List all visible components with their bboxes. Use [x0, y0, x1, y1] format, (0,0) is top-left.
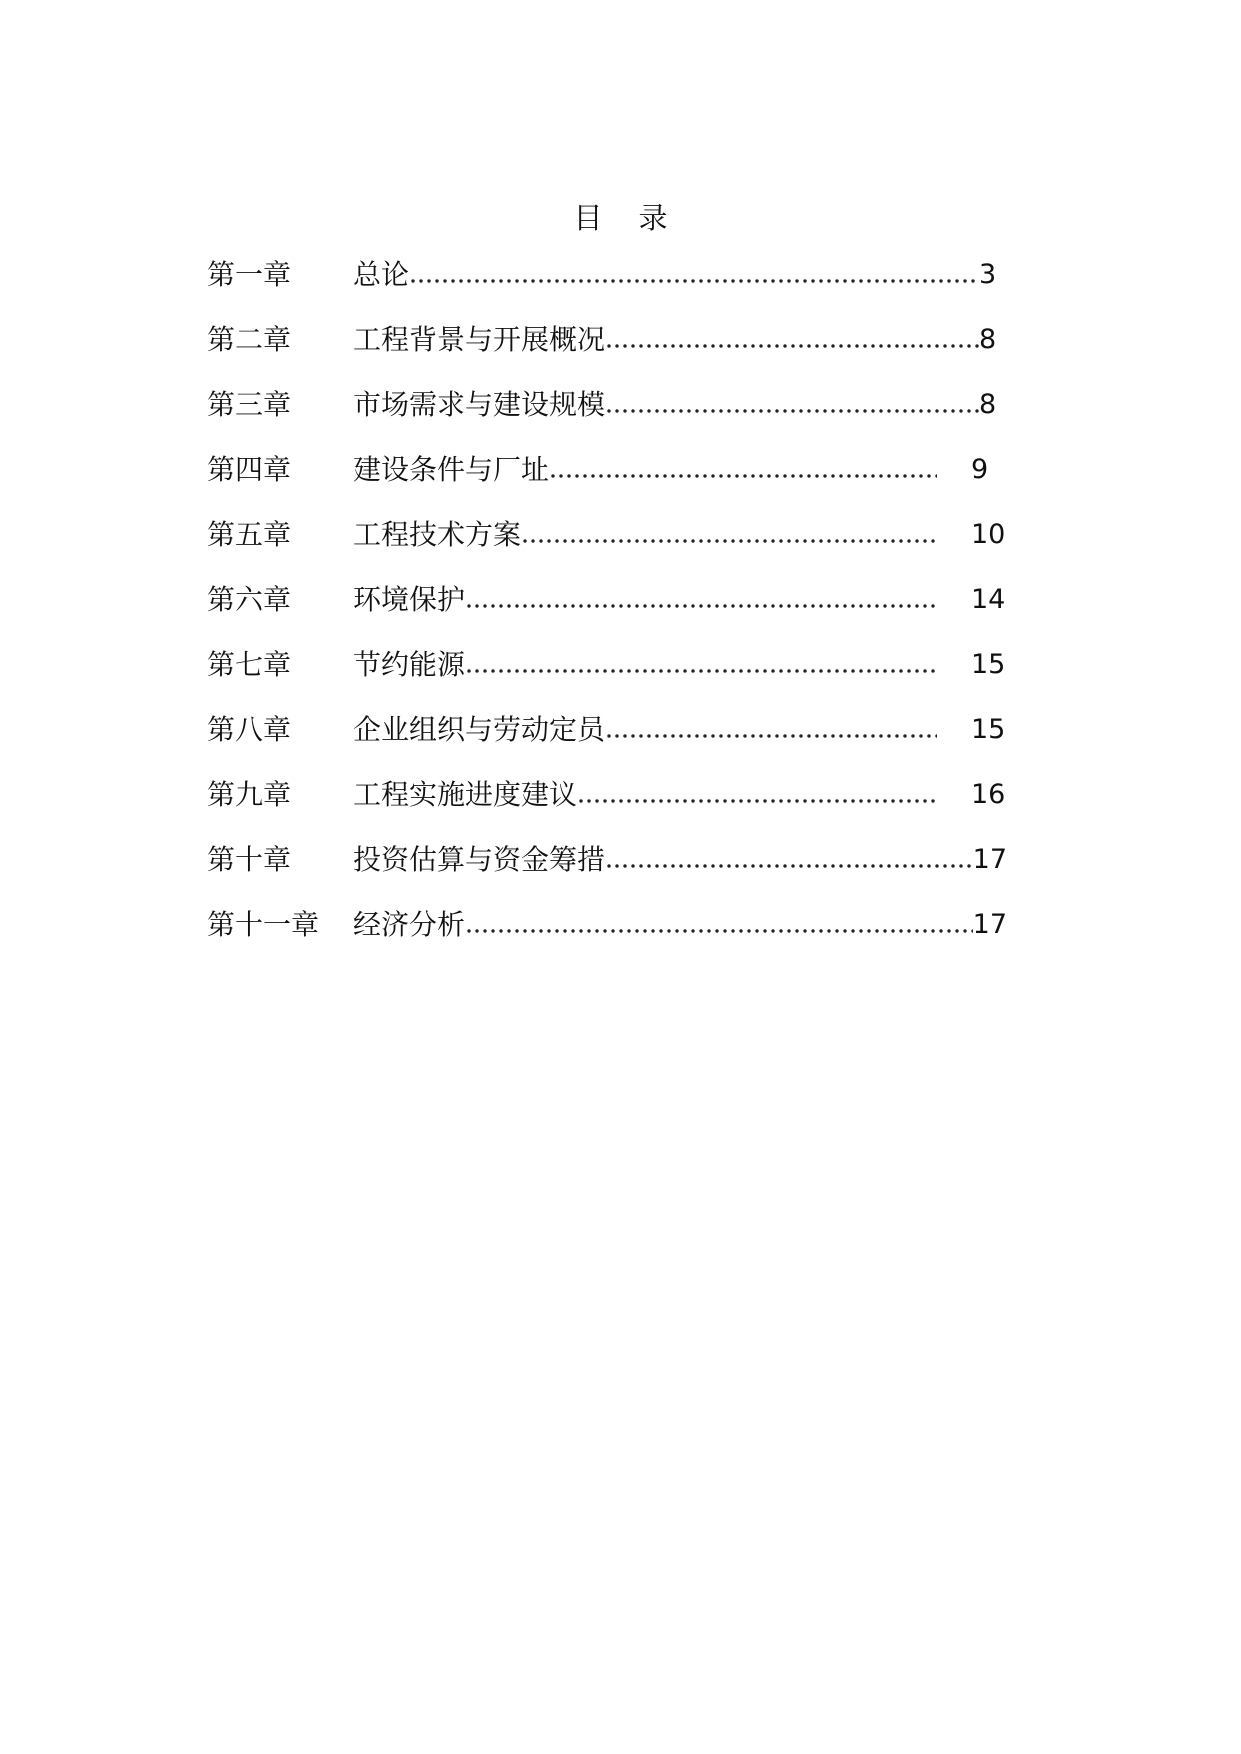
chapter-title: 建设条件与厂址 — [353, 453, 550, 486]
chapter-title: 工程背景与开展概况 — [353, 323, 606, 356]
dot-leader — [549, 473, 937, 479]
chapter-title: 市场需求与建设规模 — [353, 388, 606, 421]
page-number: 10 — [971, 519, 1006, 550]
dot-leader — [605, 863, 973, 869]
chapter-title: 工程技术方案 — [353, 518, 522, 551]
chapter-number: 第四章 — [207, 453, 292, 486]
chapter-number: 第七章 — [207, 648, 292, 681]
toc-heading-part1: 目 — [573, 201, 603, 235]
toc-heading — [0, 196, 1241, 237]
toc-entry[interactable] — [207, 388, 1007, 453]
page-number: 17 — [972, 909, 1007, 940]
chapter-number: 第十一章 — [207, 908, 320, 941]
toc-entry[interactable] — [207, 778, 1007, 843]
page-number: 3 — [979, 259, 997, 290]
chapter-number: 第三章 — [207, 388, 292, 421]
toc-entry[interactable] — [207, 258, 1007, 323]
toc-entry[interactable] — [207, 713, 1007, 778]
chapter-number: 第五章 — [207, 518, 292, 551]
toc-entry[interactable] — [207, 323, 1007, 388]
dot-leader — [521, 538, 937, 544]
toc-entry[interactable] — [207, 518, 1007, 583]
dot-leader — [577, 798, 937, 804]
toc-list — [207, 258, 1007, 973]
page-number: 8 — [979, 324, 997, 355]
toc-entry[interactable] — [207, 453, 1007, 518]
chapter-title: 投资估算与资金筹措 — [353, 843, 606, 876]
chapter-title: 节约能源 — [353, 648, 466, 681]
page-number: 15 — [971, 649, 1006, 680]
dot-leader — [465, 928, 973, 934]
chapter-number: 第一章 — [207, 258, 292, 291]
page-number: 17 — [972, 844, 1007, 875]
page-number: 9 — [971, 454, 989, 485]
page-number: 16 — [971, 779, 1006, 810]
page-number: 8 — [979, 389, 997, 420]
chapter-number: 第二章 — [207, 323, 292, 356]
dot-leader — [409, 278, 979, 284]
chapter-title: 工程实施进度建议 — [353, 778, 578, 811]
chapter-title: 总论 — [353, 258, 410, 291]
toc-entry[interactable] — [207, 908, 1007, 973]
dot-leader — [605, 343, 979, 349]
chapter-number: 第十章 — [207, 843, 292, 876]
toc-entry[interactable] — [207, 583, 1007, 648]
toc-entry[interactable] — [207, 648, 1007, 713]
chapter-number: 第九章 — [207, 778, 292, 811]
dot-leader — [465, 668, 937, 674]
chapter-title: 经济分析 — [353, 908, 466, 941]
chapter-title: 企业组织与劳动定员 — [353, 713, 606, 746]
chapter-number: 第六章 — [207, 583, 292, 616]
dot-leader — [465, 603, 937, 609]
dot-leader — [605, 408, 979, 414]
dot-leader — [605, 733, 937, 739]
page-number: 14 — [971, 584, 1006, 615]
toc-heading-part2: 录 — [638, 201, 668, 235]
toc-entry[interactable] — [207, 843, 1007, 908]
page-number: 15 — [971, 714, 1006, 745]
chapter-title: 环境保护 — [353, 583, 466, 616]
chapter-number: 第八章 — [207, 713, 292, 746]
